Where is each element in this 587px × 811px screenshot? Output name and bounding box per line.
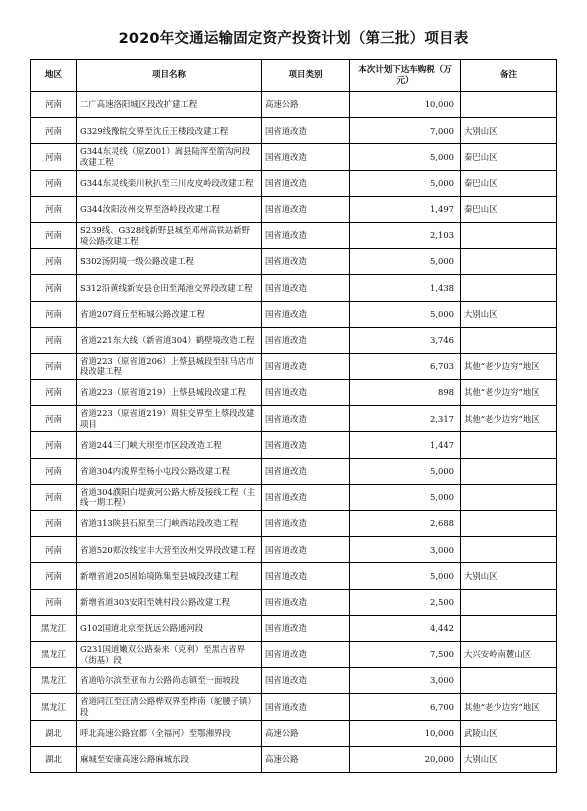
header-note: 备注: [461, 60, 557, 92]
category-cell: 国省道改造: [262, 484, 350, 510]
project-name-cell: 省道223（原省道219）上蔡县城段改建工程: [77, 380, 262, 406]
table-row: [31, 668, 557, 694]
amount-cell: 2,317: [350, 406, 461, 432]
note-cell: [461, 615, 557, 641]
table-row: [31, 720, 557, 746]
note-cell: [461, 537, 557, 563]
category-cell: 高速公路: [262, 746, 350, 772]
note-cell: 秦巴山区: [461, 170, 557, 196]
amount-cell: 3,746: [350, 327, 461, 353]
note-cell: 其他“老少边穷”地区: [461, 380, 557, 406]
amount-cell: 5,000: [350, 458, 461, 484]
header-category: 项目类别: [262, 60, 350, 92]
project-name-cell: 省道哈尔滨至亚布力公路尚志镇至一面坡段: [77, 668, 262, 694]
category-cell: 国省道改造: [262, 641, 350, 667]
table-row: [31, 92, 557, 118]
note-cell: 大别山区: [461, 746, 557, 772]
project-name-cell: G102国道北京至抚远公路通河段: [77, 615, 262, 641]
category-cell: 国省道改造: [262, 458, 350, 484]
region-cell: 河南: [31, 406, 77, 432]
amount-cell: 2,500: [350, 589, 461, 615]
table-row: [31, 484, 557, 510]
table-row: [31, 327, 557, 353]
project-name-cell: 麻城至安康高速公路麻城东段: [77, 746, 262, 772]
category-cell: 国省道改造: [262, 406, 350, 432]
note-cell: [461, 249, 557, 275]
category-cell: 国省道改造: [262, 537, 350, 563]
table-row: [31, 196, 557, 222]
amount-cell: 6,703: [350, 353, 461, 379]
category-cell: 国省道改造: [262, 615, 350, 641]
table-body: [31, 92, 557, 773]
region-cell: 河南: [31, 144, 77, 170]
project-name-cell: 省道207商丘至柘城公路改建工程: [77, 301, 262, 327]
amount-cell: 7,000: [350, 118, 461, 144]
note-cell: 秦巴山区: [461, 196, 557, 222]
table-row: [31, 537, 557, 563]
note-cell: [461, 275, 557, 301]
category-cell: 国省道改造: [262, 668, 350, 694]
category-cell: 国省道改造: [262, 118, 350, 144]
table-row: [31, 641, 557, 667]
note-cell: [461, 458, 557, 484]
note-cell: 秦巴山区: [461, 144, 557, 170]
category-cell: 国省道改造: [262, 589, 350, 615]
project-name-cell: 省道223（原省道219）周驻交界至上蔡段改建项目: [77, 406, 262, 432]
region-cell: 湖北: [31, 746, 77, 772]
category-cell: 国省道改造: [262, 222, 350, 248]
table-row: [31, 511, 557, 537]
project-name-cell: 省道221东大线（新省道304）鹤壁境改造工程: [77, 327, 262, 353]
region-cell: 河南: [31, 196, 77, 222]
project-name-cell: 省道244三门峡大坝至市区段改造工程: [77, 432, 262, 458]
note-cell: 其他“老少边穷”地区: [461, 406, 557, 432]
table-row: [31, 589, 557, 615]
amount-cell: 1,447: [350, 432, 461, 458]
region-cell: 黑龙江: [31, 668, 77, 694]
amount-cell: 5,000: [350, 484, 461, 510]
region-cell: 河南: [31, 118, 77, 144]
category-cell: 国省道改造: [262, 327, 350, 353]
amount-cell: 1,497: [350, 196, 461, 222]
region-cell: 河南: [31, 353, 77, 379]
table-row: [31, 458, 557, 484]
amount-cell: 3,000: [350, 668, 461, 694]
category-cell: 国省道改造: [262, 301, 350, 327]
note-cell: 大别山区: [461, 118, 557, 144]
region-cell: 河南: [31, 432, 77, 458]
amount-cell: 5,000: [350, 301, 461, 327]
table-row: [31, 222, 557, 248]
table-row: [31, 746, 557, 772]
table-row: [31, 275, 557, 301]
table-row: [31, 170, 557, 196]
note-cell: [461, 511, 557, 537]
table-row: [31, 432, 557, 458]
project-name-cell: 省道520郏汝线宝丰大营至汝州交界段改建工程: [77, 537, 262, 563]
region-cell: 河南: [31, 301, 77, 327]
header-project-name: 项目名称: [77, 60, 262, 92]
amount-cell: 5,000: [350, 563, 461, 589]
amount-cell: 2,688: [350, 511, 461, 537]
project-name-cell: S302汤阴境一级公路改建工程: [77, 249, 262, 275]
header-amount: 本次计划下达车购税（万元）: [350, 60, 461, 92]
category-cell: 国省道改造: [262, 511, 350, 537]
table-row: [31, 380, 557, 406]
category-cell: 国省道改造: [262, 563, 350, 589]
region-cell: 黑龙江: [31, 641, 77, 667]
project-name-cell: 省道304内浚界至杨小屯段公路改建工程: [77, 458, 262, 484]
header-region: 地区: [31, 60, 77, 92]
category-cell: 高速公路: [262, 92, 350, 118]
category-cell: 国省道改造: [262, 170, 350, 196]
category-cell: 国省道改造: [262, 144, 350, 170]
amount-cell: 898: [350, 380, 461, 406]
note-cell: [461, 432, 557, 458]
project-name-cell: S239线、G328线新野县城至邓州高铁站新野境公路改建工程: [77, 222, 262, 248]
region-cell: 河南: [31, 563, 77, 589]
region-cell: 河南: [31, 222, 77, 248]
amount-cell: 5,000: [350, 249, 461, 275]
region-cell: 河南: [31, 537, 77, 563]
project-name-cell: G344东灵线（原Z001）嵩县陆浑至箭沟河段改建工程: [77, 144, 262, 170]
table-row: [31, 301, 557, 327]
region-cell: 河南: [31, 170, 77, 196]
amount-cell: 10,000: [350, 720, 461, 746]
category-cell: 国省道改造: [262, 249, 350, 275]
note-cell: [461, 222, 557, 248]
project-name-cell: G329线豫皖交界至沈丘王楼段改建工程: [77, 118, 262, 144]
category-cell: 国省道改造: [262, 353, 350, 379]
region-cell: 黑龙江: [31, 694, 77, 720]
note-cell: [461, 668, 557, 694]
note-cell: 大兴安岭南麓山区: [461, 641, 557, 667]
note-cell: 大别山区: [461, 563, 557, 589]
category-cell: 国省道改造: [262, 275, 350, 301]
project-name-cell: G231国道嫩双公路泰来（克利）至黑吉省界（街基）段: [77, 641, 262, 667]
table-row: [31, 249, 557, 275]
amount-cell: 5,000: [350, 144, 461, 170]
table-row: [31, 118, 557, 144]
category-cell: 国省道改造: [262, 380, 350, 406]
region-cell: 河南: [31, 484, 77, 510]
note-cell: 大别山区: [461, 301, 557, 327]
region-cell: 河南: [31, 327, 77, 353]
region-cell: 河南: [31, 92, 77, 118]
project-name-cell: 省道304濮阳白堤黄河公路大桥及接线工程（主线一期工程）: [77, 484, 262, 510]
amount-cell: 1,438: [350, 275, 461, 301]
table-row: [31, 406, 557, 432]
project-name-cell: 呼北高速公路宜都（全福河）至鄂湘界段: [77, 720, 262, 746]
note-cell: [461, 589, 557, 615]
project-name-cell: 省道223（原省道206）上蔡县城段至驻马店市段改建工程: [77, 353, 262, 379]
note-cell: [461, 327, 557, 353]
table-row: [31, 563, 557, 589]
region-cell: 河南: [31, 458, 77, 484]
project-name-cell: 省道同江至汪清公路桦双界至桦南（鸵腰子镇）段: [77, 694, 262, 720]
project-name-cell: 二广高速洛阳城区段改扩建工程: [77, 92, 262, 118]
table-header-row: [31, 60, 557, 92]
project-name-cell: G344汝阳汝州交界至洛岭段改建工程: [77, 196, 262, 222]
region-cell: 河南: [31, 589, 77, 615]
region-cell: 河南: [31, 249, 77, 275]
project-table: [30, 59, 557, 773]
project-name-cell: S312沿黄线新安县仓田至渑池交界段改建工程: [77, 275, 262, 301]
amount-cell: 7,500: [350, 641, 461, 667]
table-row: [31, 615, 557, 641]
region-cell: 湖北: [31, 720, 77, 746]
table-row: [31, 694, 557, 720]
project-name-cell: 新增省道303安阳至姚村段公路改建工程: [77, 589, 262, 615]
category-cell: 国省道改造: [262, 196, 350, 222]
note-cell: [461, 92, 557, 118]
amount-cell: 10,000: [350, 92, 461, 118]
amount-cell: 5,000: [350, 170, 461, 196]
project-name-cell: G344东灵线栾川秋扒至三川皮皮岭段改建工程: [77, 170, 262, 196]
table-row: [31, 144, 557, 170]
category-cell: 高速公路: [262, 720, 350, 746]
amount-cell: 3,000: [350, 537, 461, 563]
note-cell: 其他“老少边穷”地区: [461, 694, 557, 720]
region-cell: 河南: [31, 380, 77, 406]
project-name-cell: 省道313陕县石原至三门峡西站段改造工程: [77, 511, 262, 537]
region-cell: 河南: [31, 275, 77, 301]
amount-cell: 6,700: [350, 694, 461, 720]
category-cell: 国省道改造: [262, 432, 350, 458]
region-cell: 黑龙江: [31, 615, 77, 641]
note-cell: [461, 484, 557, 510]
region-cell: 河南: [31, 511, 77, 537]
amount-cell: 4,442: [350, 615, 461, 641]
project-name-cell: 新增省道205固始境陈集至县城段改建工程: [77, 563, 262, 589]
category-cell: 国省道改造: [262, 694, 350, 720]
amount-cell: 2,103: [350, 222, 461, 248]
amount-cell: 20,000: [350, 746, 461, 772]
page-title: 2020年交通运输固定资产投资计划（第三批）项目表: [118, 31, 469, 47]
note-cell: 武陵山区: [461, 720, 557, 746]
note-cell: 其他“老少边穷”地区: [461, 353, 557, 379]
table-row: [31, 353, 557, 379]
